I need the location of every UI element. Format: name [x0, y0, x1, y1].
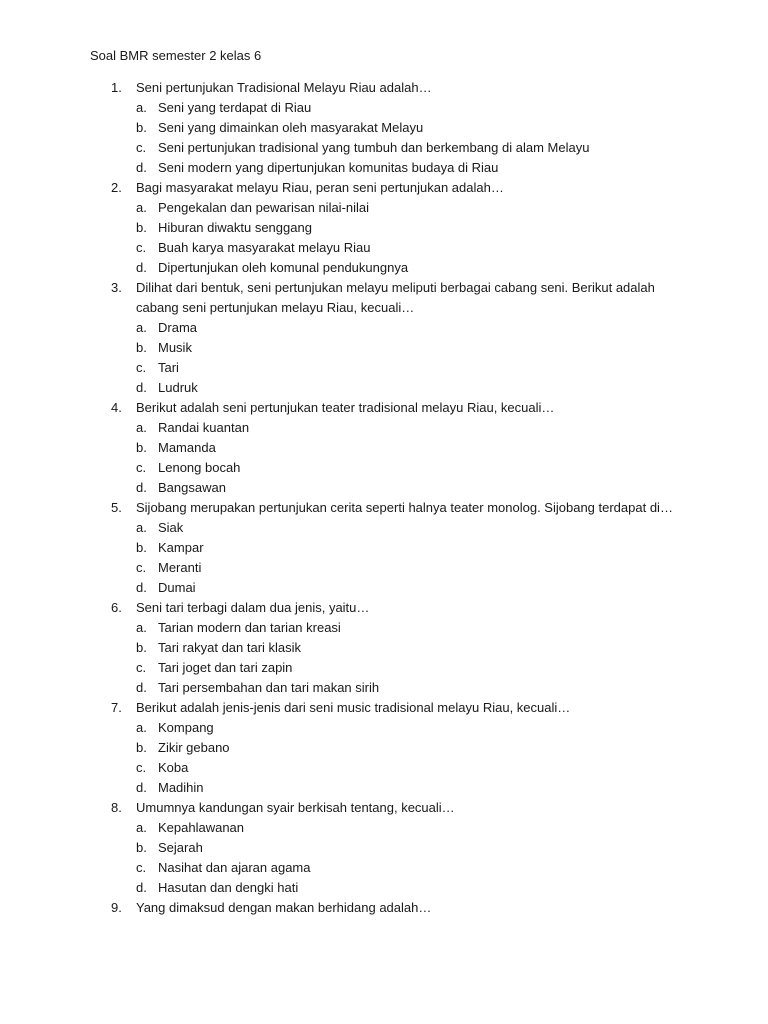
answer-option	[0, 258, 768, 278]
answer-option	[0, 138, 768, 158]
option-text: Dipertunjukan oleh komunal pendukungnya	[158, 260, 409, 275]
answer-option	[0, 458, 768, 478]
option-letter: d.	[136, 380, 147, 395]
option-text: Lenong bocah	[158, 460, 241, 475]
option-letter: b.	[136, 220, 147, 235]
answer-option	[0, 538, 768, 558]
option-letter: b.	[136, 740, 147, 755]
question-number: 3.	[111, 280, 122, 295]
option-letter: d.	[136, 680, 147, 695]
option-text: Zikir gebano	[158, 740, 230, 755]
question-item	[0, 498, 768, 598]
question-number: 7.	[111, 700, 122, 715]
option-text: Seni modern yang dipertunjukan komunitas budaya di Riau	[158, 160, 499, 175]
question-line	[0, 178, 768, 198]
option-text: Seni pertunjukan tradisional yang tumbuh dan berkembang di alam Melayu	[158, 140, 590, 155]
option-text: Madihin	[158, 780, 204, 795]
question-line	[0, 898, 768, 918]
answer-option	[0, 118, 768, 138]
option-text: Siak	[158, 520, 184, 535]
question-line	[0, 498, 768, 518]
answer-option	[0, 438, 768, 458]
answer-option	[0, 218, 768, 238]
option-letter: b.	[136, 120, 147, 135]
question-line	[0, 278, 768, 298]
question-number: 4.	[111, 400, 122, 415]
option-text: Tari persembahan dan tari makan sirih	[158, 680, 380, 695]
answer-option	[0, 338, 768, 358]
option-text: Tarian modern dan tarian kreasi	[158, 620, 341, 635]
question-text: Umumnya kandungan syair berkisah tentang, kecuali…	[136, 800, 455, 815]
option-letter: a.	[136, 320, 147, 335]
option-text: Pengekalan dan pewarisan nilai-nilai	[158, 200, 370, 215]
question-line	[0, 798, 768, 818]
answer-option	[0, 98, 768, 118]
answer-option	[0, 578, 768, 598]
question-line	[0, 78, 768, 98]
answer-option	[0, 318, 768, 338]
option-text: Sejarah	[158, 840, 203, 855]
question-text: Sijobang merupakan pertunjukan cerita seperti halnya teater monolog. Sijobang terdapat di…	[136, 500, 673, 515]
option-text: Seni yang terdapat di Riau	[158, 100, 312, 115]
option-text: Seni yang dimainkan oleh masyarakat Melayu	[158, 120, 424, 135]
option-letter: b.	[136, 440, 147, 455]
question-item	[0, 898, 768, 918]
question-number: 8.	[111, 800, 122, 815]
option-letter: c.	[136, 660, 147, 675]
document-title: Soal BMR semester 2 kelas 6	[90, 48, 262, 63]
option-letter: d.	[136, 480, 147, 495]
option-text: Buah karya masyarakat melayu Riau	[158, 240, 371, 255]
question-line	[0, 298, 768, 318]
answer-option	[0, 518, 768, 538]
answer-option	[0, 378, 768, 398]
option-letter: d.	[136, 160, 147, 175]
option-text: Meranti	[158, 560, 202, 575]
question-text: Dilihat dari bentuk, seni pertunjukan melayu meliputi berbagai cabang seni. Berikut adalah	[136, 280, 655, 295]
option-text: Nasihat dan ajaran agama	[158, 860, 311, 875]
question-item	[0, 398, 768, 498]
answer-option	[0, 558, 768, 578]
answer-option	[0, 758, 768, 778]
option-letter: a.	[136, 720, 147, 735]
question-line	[0, 598, 768, 618]
option-text: Hiburan diwaktu senggang	[158, 220, 312, 235]
option-letter: d.	[136, 260, 147, 275]
option-letter: c.	[136, 240, 147, 255]
option-text: Kampar	[158, 540, 204, 555]
question-item	[0, 278, 768, 398]
question-number: 2.	[111, 180, 122, 195]
option-letter: b.	[136, 640, 147, 655]
question-line	[0, 698, 768, 718]
option-letter: c.	[136, 560, 147, 575]
question-text: Berikut adalah jenis-jenis dari seni music tradisional melayu Riau, kecuali…	[136, 700, 571, 715]
option-text: Koba	[158, 760, 189, 775]
option-text: Kompang	[158, 720, 214, 735]
option-text: Kepahlawanan	[158, 820, 245, 835]
option-letter: c.	[136, 760, 147, 775]
answer-option	[0, 718, 768, 738]
option-text: Hasutan dan dengki hati	[158, 880, 299, 895]
answer-option	[0, 658, 768, 678]
question-number: 6.	[111, 600, 122, 615]
option-letter: d.	[136, 780, 147, 795]
option-text: Drama	[158, 320, 198, 335]
question-item	[0, 178, 768, 278]
question-number: 1.	[111, 80, 122, 95]
question-item	[0, 798, 768, 898]
answer-option	[0, 618, 768, 638]
answer-option	[0, 678, 768, 698]
option-letter: a.	[136, 620, 147, 635]
question-text: Seni tari terbagi dalam dua jenis, yaitu…	[136, 600, 370, 615]
option-letter: b.	[136, 340, 147, 355]
option-letter: c.	[136, 360, 147, 375]
option-letter: a.	[136, 820, 147, 835]
answer-option	[0, 418, 768, 438]
option-text: Dumai	[158, 580, 196, 595]
option-letter: b.	[136, 540, 147, 555]
option-text: Tari joget dan tari zapin	[158, 660, 293, 675]
option-letter: a.	[136, 200, 147, 215]
answer-option	[0, 638, 768, 658]
question-text: Yang dimaksud dengan makan berhidang adalah…	[136, 900, 432, 915]
answer-option	[0, 358, 768, 378]
question-item	[0, 78, 768, 178]
answer-option	[0, 878, 768, 898]
question-text: Bagi masyarakat melayu Riau, peran seni pertunjukan adalah…	[136, 180, 504, 195]
answer-option	[0, 158, 768, 178]
question-number: 9.	[111, 900, 122, 915]
option-letter: c.	[136, 860, 147, 875]
option-text: Mamanda	[158, 440, 216, 455]
option-letter: c.	[136, 140, 147, 155]
answer-option	[0, 238, 768, 258]
option-text: Ludruk	[158, 380, 198, 395]
answer-option	[0, 818, 768, 838]
option-letter: a.	[136, 100, 147, 115]
answer-option	[0, 478, 768, 498]
question-number: 5.	[111, 500, 122, 515]
question-item	[0, 698, 768, 798]
question-text: Seni pertunjukan Tradisional Melayu Riau adalah…	[136, 80, 432, 95]
option-text: Tari rakyat dan tari klasik	[158, 640, 302, 655]
option-letter: d.	[136, 580, 147, 595]
answer-option	[0, 838, 768, 858]
option-letter: b.	[136, 840, 147, 855]
option-text: Randai kuantan	[158, 420, 250, 435]
option-letter: c.	[136, 460, 147, 475]
question-item	[0, 598, 768, 698]
question-text: Berikut adalah seni pertunjukan teater tradisional melayu Riau, kecuali…	[136, 400, 555, 415]
answer-option	[0, 738, 768, 758]
option-text: Tari	[158, 360, 179, 375]
question-line	[0, 398, 768, 418]
answer-option	[0, 198, 768, 218]
option-letter: a.	[136, 520, 147, 535]
answer-option	[0, 778, 768, 798]
option-letter: a.	[136, 420, 147, 435]
answer-option	[0, 858, 768, 878]
option-text: Musik	[158, 340, 192, 355]
question-text: cabang seni pertunjukan melayu Riau, kecuali…	[136, 300, 415, 315]
option-text: Bangsawan	[158, 480, 226, 495]
option-letter: d.	[136, 880, 147, 895]
question-list	[0, 78, 768, 918]
